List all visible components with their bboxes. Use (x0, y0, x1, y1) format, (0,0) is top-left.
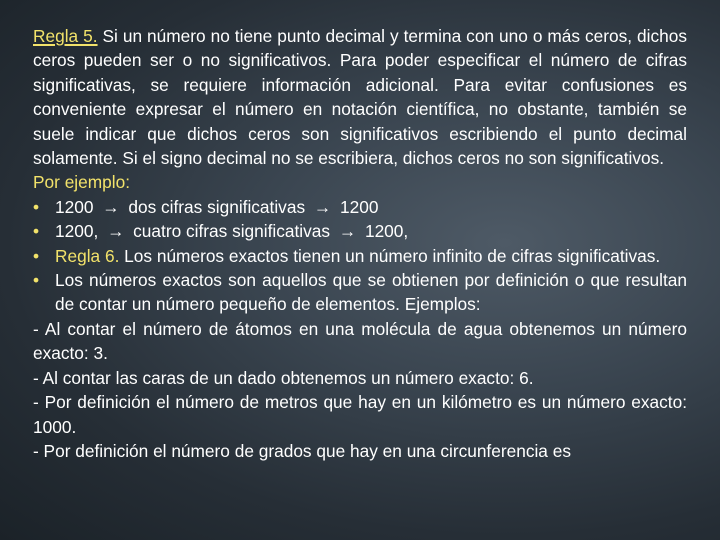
rule-6-title: Regla 6. (55, 245, 120, 266)
right-arrow-icon: → (313, 196, 332, 217)
example-2-result: 1200, (364, 221, 409, 242)
rule-6-text: Los números exactos tienen un número infinito de cifras significativas. (119, 245, 661, 266)
bullet-dot-icon: • (33, 270, 40, 291)
example-2-description: cuatro cifras significativas (133, 221, 331, 242)
bullet-exact-numbers (33, 268, 687, 317)
exact-numbers-definition: Los números exactos son aquellos que se obtienen por definición o que resultan de contar un número pequeño de elementos. Ejemplos: (55, 270, 687, 315)
example-1-description: dos cifras significativas (128, 196, 306, 217)
right-arrow-icon: → (338, 221, 357, 242)
bullet-dot-icon: • (33, 221, 40, 242)
rule-5-text: Si un número no tiene punto decimal y termina con uno o más ceros, dichos ceros pueden ser o no significativos. Para poder especificar el número de cifras significativas, se requiere información adicional. Para evitar confusiones es conveniente expresar el número en notación científica, no obstante, también se suele indicar que dichos ceros son significativos escribiendo el punto decimal solamente. Si el signo decimal no se escribiera, dichos ceros no son significativos. (33, 26, 688, 169)
right-arrow-icon: → (107, 221, 125, 242)
bullet-example-1 (33, 195, 687, 219)
example-kilometer: - Por definición el número de metros que hay en un kilómetro es un número exacto: 1000. (33, 392, 687, 437)
bullet-dot-icon: • (33, 245, 40, 266)
example-2-number: 1200, (55, 221, 99, 242)
example-atoms: - Al contar el número de átomos en una molécula de agua obtenemos un número exacto: 3. (33, 318, 687, 364)
bullet-example-2 (33, 219, 687, 243)
bullet-rule-6 (33, 244, 687, 268)
example-circumference: - Por definición el número de grados que hay en una circunferencia es (33, 440, 571, 461)
right-arrow-icon: → (102, 196, 120, 217)
bullet-dot-icon: • (33, 196, 40, 217)
example-label: Por ejemplo: (33, 172, 131, 193)
example-1-result: 1200 (340, 196, 379, 217)
rule-5-paragraph (33, 24, 687, 170)
example-dice: - Al contar las caras de un dado obtenemos un número exacto: 6. (33, 367, 534, 388)
slide-text-body (33, 24, 687, 463)
example-1-number: 1200 (55, 196, 94, 217)
rule-5-title: Regla 5. (33, 26, 98, 46)
